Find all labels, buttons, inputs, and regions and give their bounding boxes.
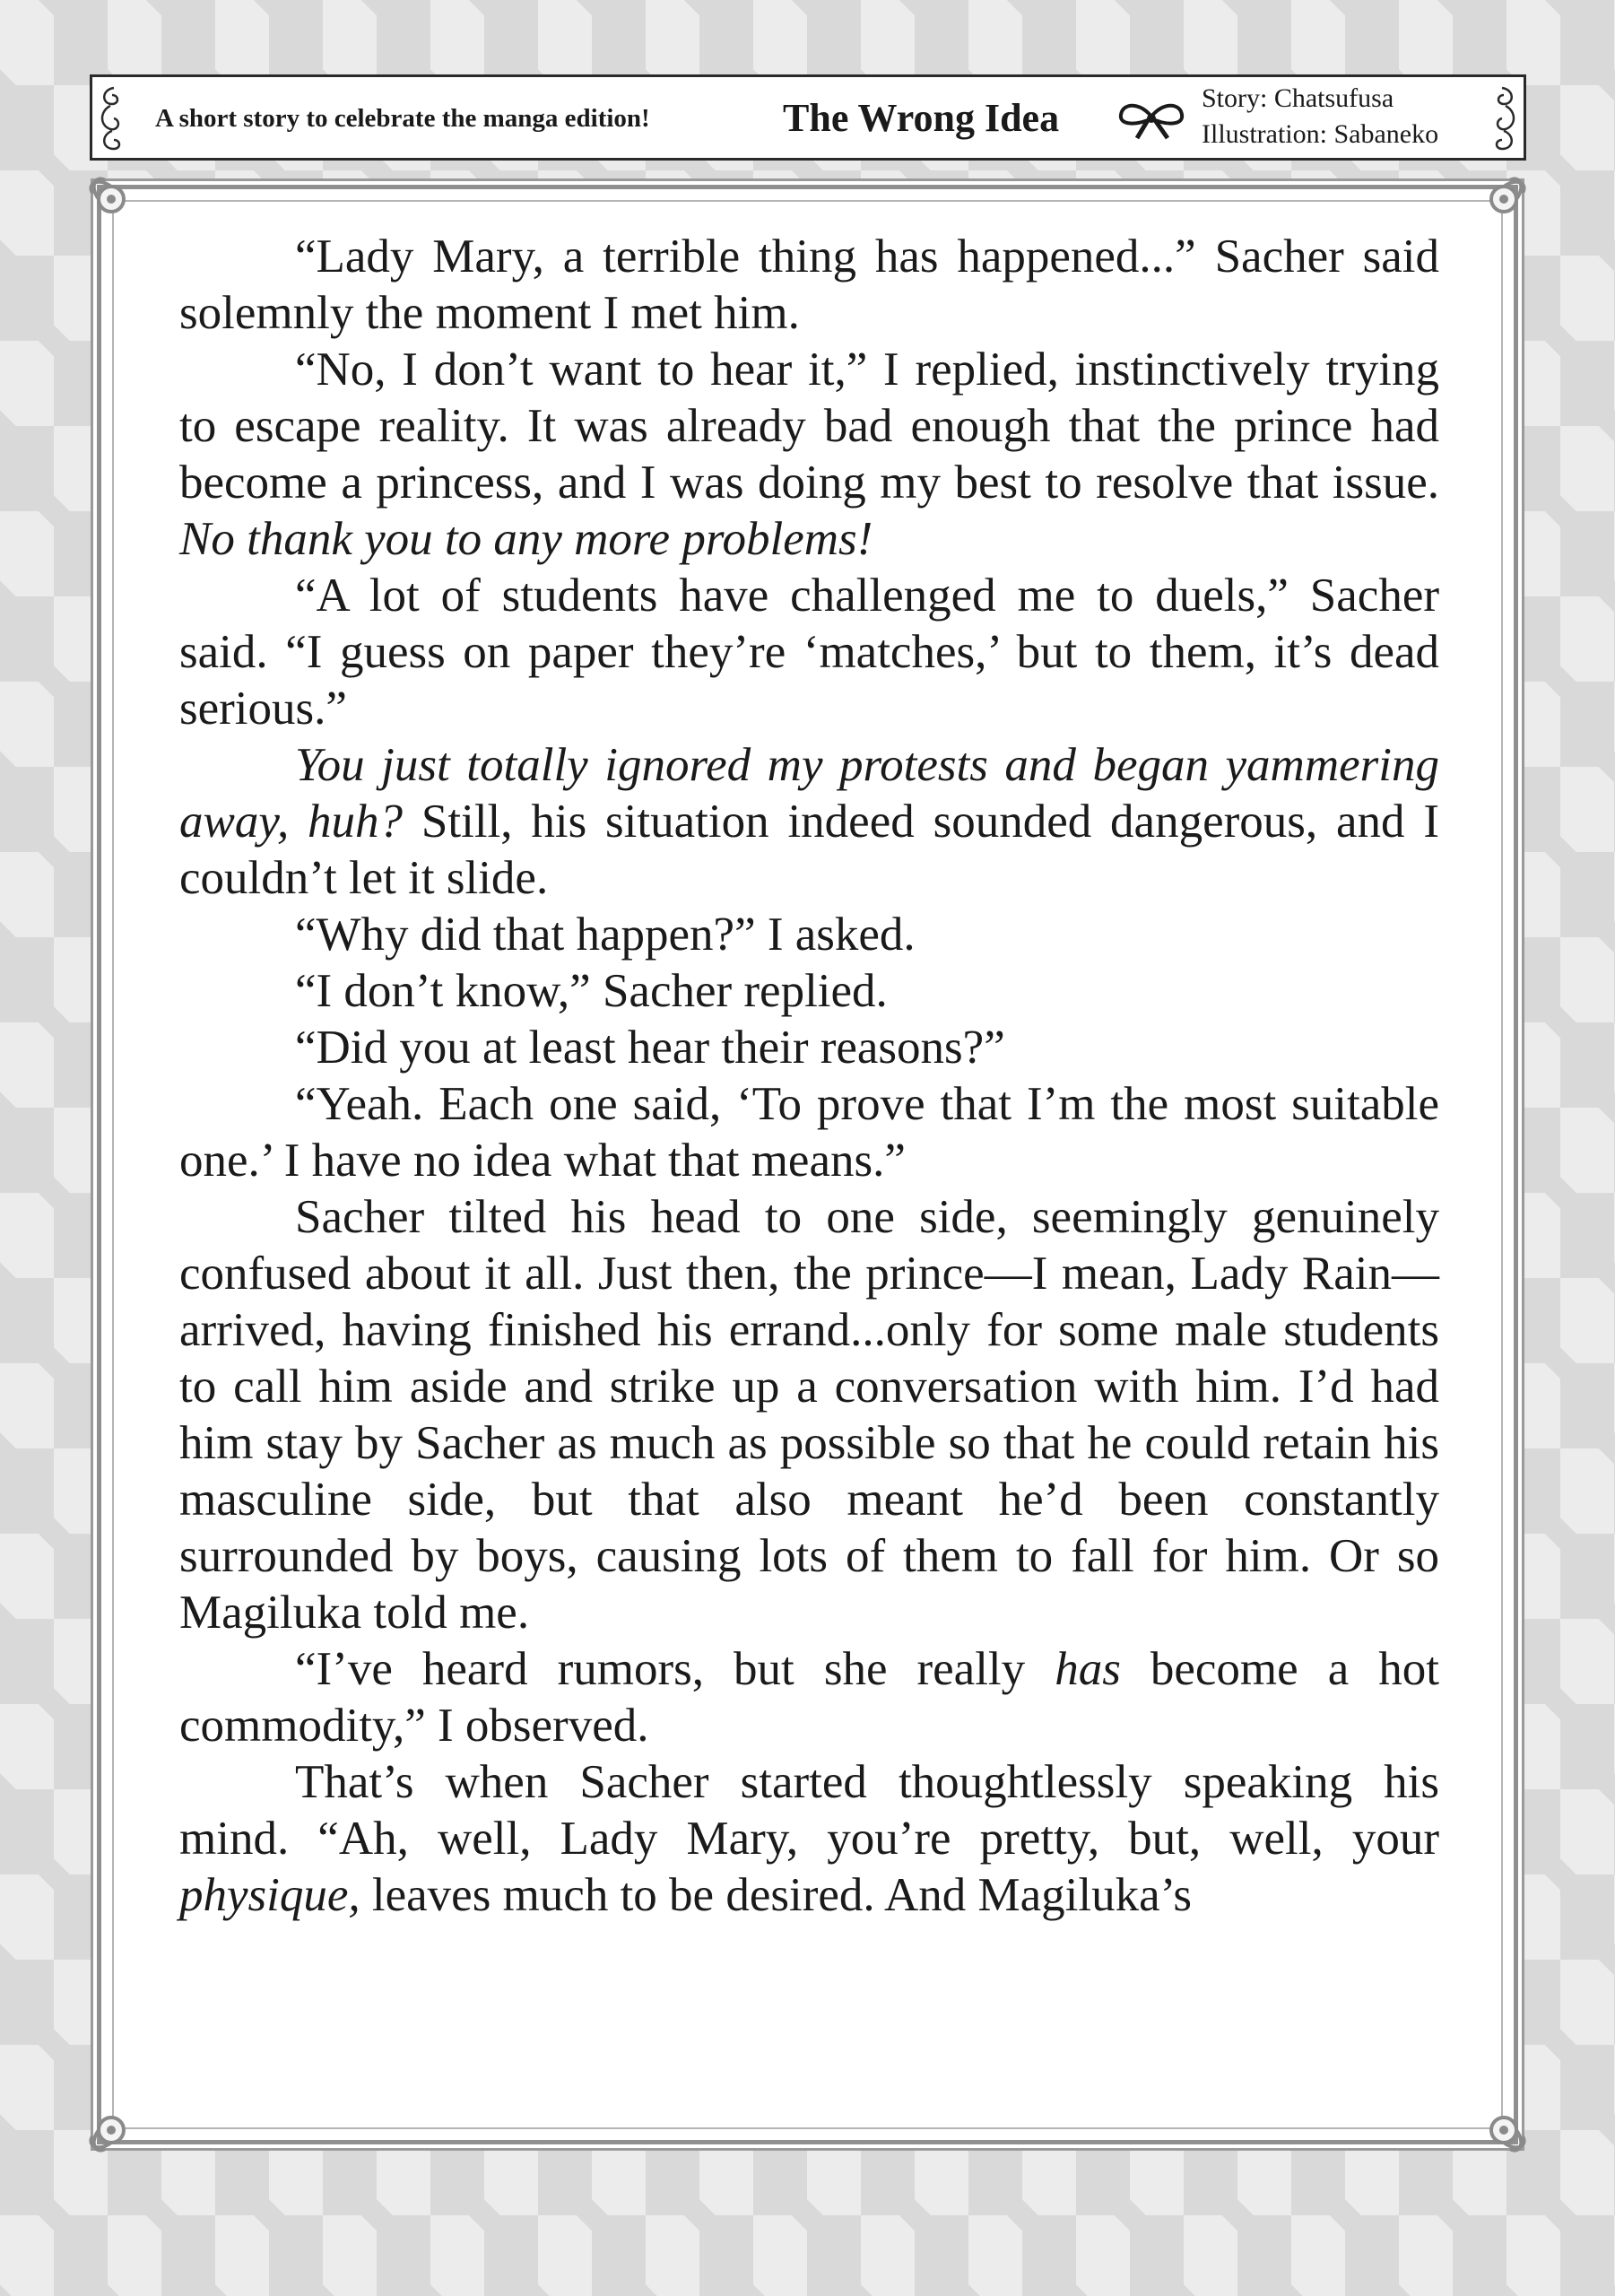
paragraph: “Lady Mary, a terrible thing has happened...” Sacher said solemnly the moment I met him. [179,230,1439,339]
header-tagline: A short story to celebrate the manga edition! [155,104,650,133]
scroll-ornament-icon [1489,84,1520,152]
paragraph: That’s when Sacher started thoughtlessly speaking his mind. “Ah, well, Lady Mary, you’re pretty, but, well, your physique, leaves much to be desired. And Magiluka’s [179,1756,1439,1921]
paragraph: “I’ve heard rumors, but she really has become a hot commodity,” I observed. [179,1643,1440,1752]
corner-flourish-icon [71,2090,152,2170]
header-banner [90,74,1526,161]
paragraph: “A lot of students have challenged me to duels,” Sacher said. “I guess on paper they’re ‘matches,’ but to them, it’s dead serious.” [179,570,1439,735]
italic-thought: No thank you to any more problems! [179,513,873,565]
paragraph: “Why did that happen?” I asked. [295,909,916,961]
corner-flourish-icon [1463,2090,1544,2170]
paragraph: “Did you at least hear their reasons?” [295,1022,1005,1074]
italic-emphasis: physique, [179,1869,360,1921]
story-text [179,229,1439,1924]
ribbon-bow-icon [1117,99,1185,140]
story-credit: Story: Chatsufusa [1202,83,1394,113]
story-frame [97,185,1518,2144]
illustration-credit: Illustration: Sabaneko [1202,119,1439,149]
corner-flourish-icon [1463,159,1544,239]
paragraph: Sacher tilted his head to one side, seemingly genuinely confused about it all. Just then, the prince—I mean, Lady Rain—arrived, having finished his errand...only for some male students to call him aside and strike up a conversation with him. I’d had him stay by Sacher as much as possible so that he could retain his masculine side, but that also meant he’d been constantly surrounded by boys, causing lots of them to fall for him. Or so Magiluka told me. [179,1191,1439,1639]
scroll-ornament-icon [96,84,126,152]
italic-thought: You just totally ignored my protests and began yammering away, huh? [179,739,1439,848]
paragraph: “Yeah. Each one said, ‘To prove that I’m the most suitable one.’ I have no idea what that means.” [179,1078,1439,1187]
paragraph: “I don’t know,” Sacher replied. [295,965,888,1017]
paragraph: “No, I don’t want to hear it,” I replied, instinctively trying to escape reality. It was already bad enough that the prince had become a princess, and I was doing my best to resolve that issue. No thank you to any more problems! [179,344,1439,565]
corner-flourish-icon [71,159,152,239]
paragraph: You just totally ignored my protests and began yammering away, huh? Still, his situation indeed sounded dangerous, and I couldn’t let it slide. [179,739,1439,904]
story-title: The Wrong Idea [783,96,1060,140]
credits [1202,81,1438,152]
italic-emphasis: has [1055,1643,1121,1695]
